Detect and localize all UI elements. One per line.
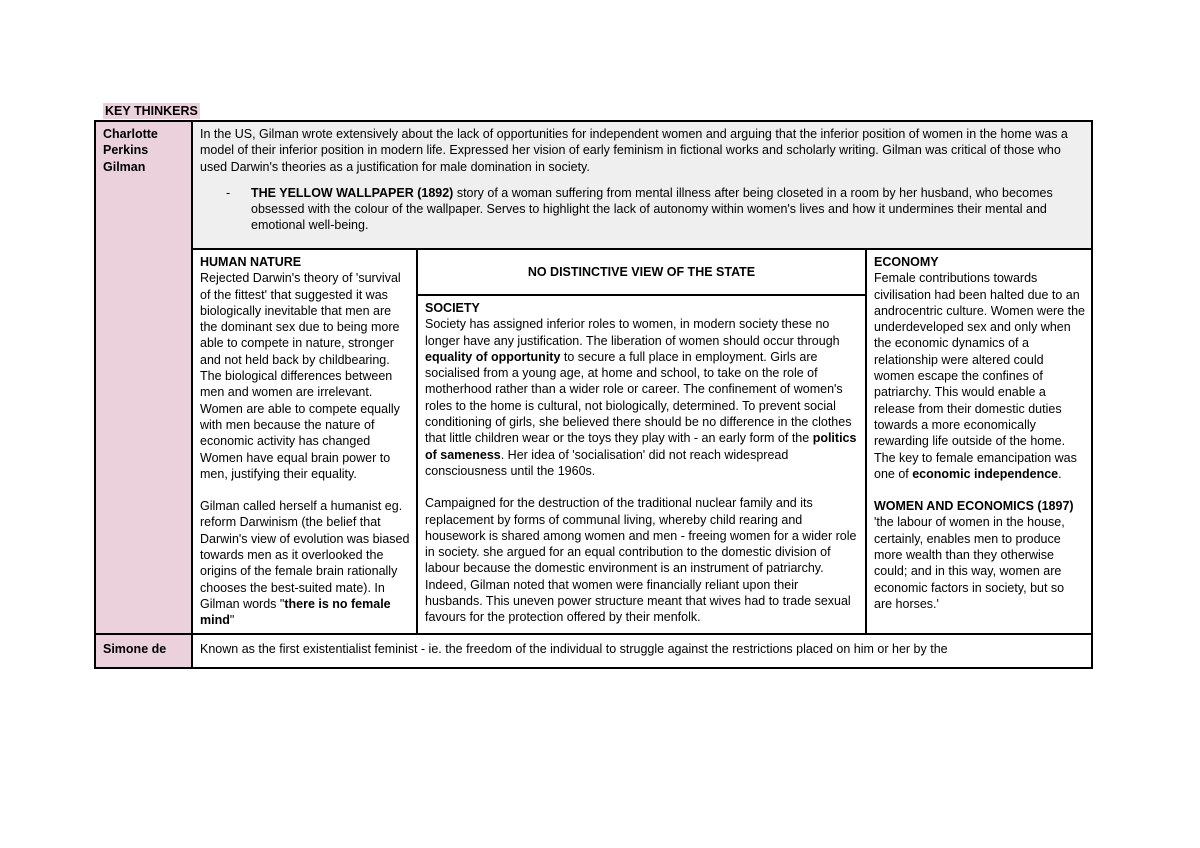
key-thinkers-table (94, 120, 1093, 669)
gilman-state-row (95, 249, 1092, 295)
human-nature-heading: HUMAN NATURE (200, 255, 302, 269)
gilman-intro-row (95, 121, 1092, 249)
human-nature-para-1: Rejected Darwin's theory of 'survival of the fittest' that suggested it was biologically inevitable that men are the dominant sex due to being more able to compete in nature, stronger and not held back by childbearing. The biological differences between men and women are irrelevant. Women are able to compete equally with men because the nature of economic activity has changed Women have equal brain power to men, justifying their equality. (200, 271, 401, 481)
society-para-1 (425, 316, 859, 479)
yellow-wallpaper-bullet (200, 185, 1085, 234)
economy-para-1-end: . (1058, 466, 1062, 481)
women-and-economics-quote: 'the labour of women in the house, certainly, enables men to produce more wealth than they otherwise could; and in this way, women are economic factors in society, but so are horses.' (874, 515, 1065, 611)
politics-of-sameness-term: politics of sameness (425, 431, 857, 462)
society-cell (417, 295, 866, 634)
female-mind-quote: there is no female mind (200, 596, 391, 628)
page-title: KEY THINKERS (105, 104, 198, 118)
quote-close: " (229, 613, 235, 628)
thinker-name-simone: Simone de (95, 634, 192, 668)
economy-para-2 (874, 498, 1085, 612)
society-para-1-a: Society has assigned inferior roles to women, in modern society these no longer have any justification. The liberation of women should occur through (425, 317, 840, 348)
thinker-name-gilman: Charlotte Perkins Gilman (95, 121, 192, 634)
economic-independence-term: economic independence (912, 466, 1059, 481)
yellow-wallpaper-title: THE YELLOW WALLPAPER (1892) (251, 185, 454, 200)
society-para-1-b: to secure a full place in employment. Girls are socialised from a young age, at home and school, to take on the role of motherhood rather than a wider role or career. The confinement of women's roles to the home is cultural, not biologically, determined. To prevent social conditioning of girls, she believed there should be no difference in the clothes that little children wear or the toys they play with - an early form of the (425, 349, 852, 446)
equality-of-opportunity-term: equality of opportunity (425, 349, 561, 364)
state-cell: NO DISTINCTIVE VIEW OF THE STATE (417, 249, 866, 295)
gilman-intro-cell (192, 121, 1092, 249)
gilman-intro-text: In the US, Gilman wrote extensively about the lack of opportunities for independent women and arguing that the inferior position of women in the home was a model of their inferior position in modern life. Expressed her vision of early feminism in fictional works and scholarly writing. Gilman was critical of those who used Darwin's theories as a justification for male domination in society. (200, 127, 1068, 174)
bullet-marker: - (226, 185, 231, 200)
society-para-1-c: . Her idea of 'socialisation' did not reach widespread consciousness until the 1960s. (425, 447, 789, 478)
economy-heading: ECONOMY (874, 255, 939, 269)
economy-cell (866, 249, 1092, 634)
human-nature-para-2-text: Gilman called herself a humanist eg. reform Darwinism (the belief that Darwin's view of evolution was biased towards men as it overlooked the origins of the female brain rationally chooses the best-suited mate). In Gilman words " (200, 499, 410, 611)
human-nature-cell (192, 249, 417, 634)
yellow-wallpaper-desc: story of a woman suffering from mental illness after being closeted in a room by her husband, who becomes obsessed with the colour of the wallpaper. Serves to highlight the lack of autonomy within women's lives and how it undermines their mental and emotional well-being. (251, 185, 1053, 233)
society-para-2: Campaigned for the destruction of the traditional nuclear family and its replacement by forms of communal living, whereby child rearing and housework is shared among women and men - freeing women for a wider role in society. she argued for an equal contribution to the domestic division of labour because the domestic environment is an instrument of patriarchy. Indeed, Gilman noted that women were financially reliant upon their husbands. This uneven power structure meant that wives had to trade sexual favours for the protection offered by their menfolk. (425, 496, 857, 625)
simone-intro-cell: Known as the first existentialist feminist - ie. the freedom of the individual to struggle against the restrictions placed on him or her by the (192, 634, 1092, 668)
economy-para-1 (874, 270, 1085, 482)
human-nature-para-2 (200, 498, 410, 628)
bullet-text (251, 185, 1085, 234)
economy-para-1-text: Female contributions towards civilisation had been halted due to an androcentric culture. Women were the underdeveloped sex and only when the economic dynamics of a relationship were altered could women escape the confines of patriarchy. This would enable a release from their domestic duties towards a more economically rewarding life outside of the home. The key to female emancipation was one of (874, 271, 1085, 481)
simone-row (95, 634, 1092, 668)
women-and-economics-title: WOMEN AND ECONOMICS (1897) (874, 499, 1074, 514)
society-heading: SOCIETY (425, 301, 480, 315)
